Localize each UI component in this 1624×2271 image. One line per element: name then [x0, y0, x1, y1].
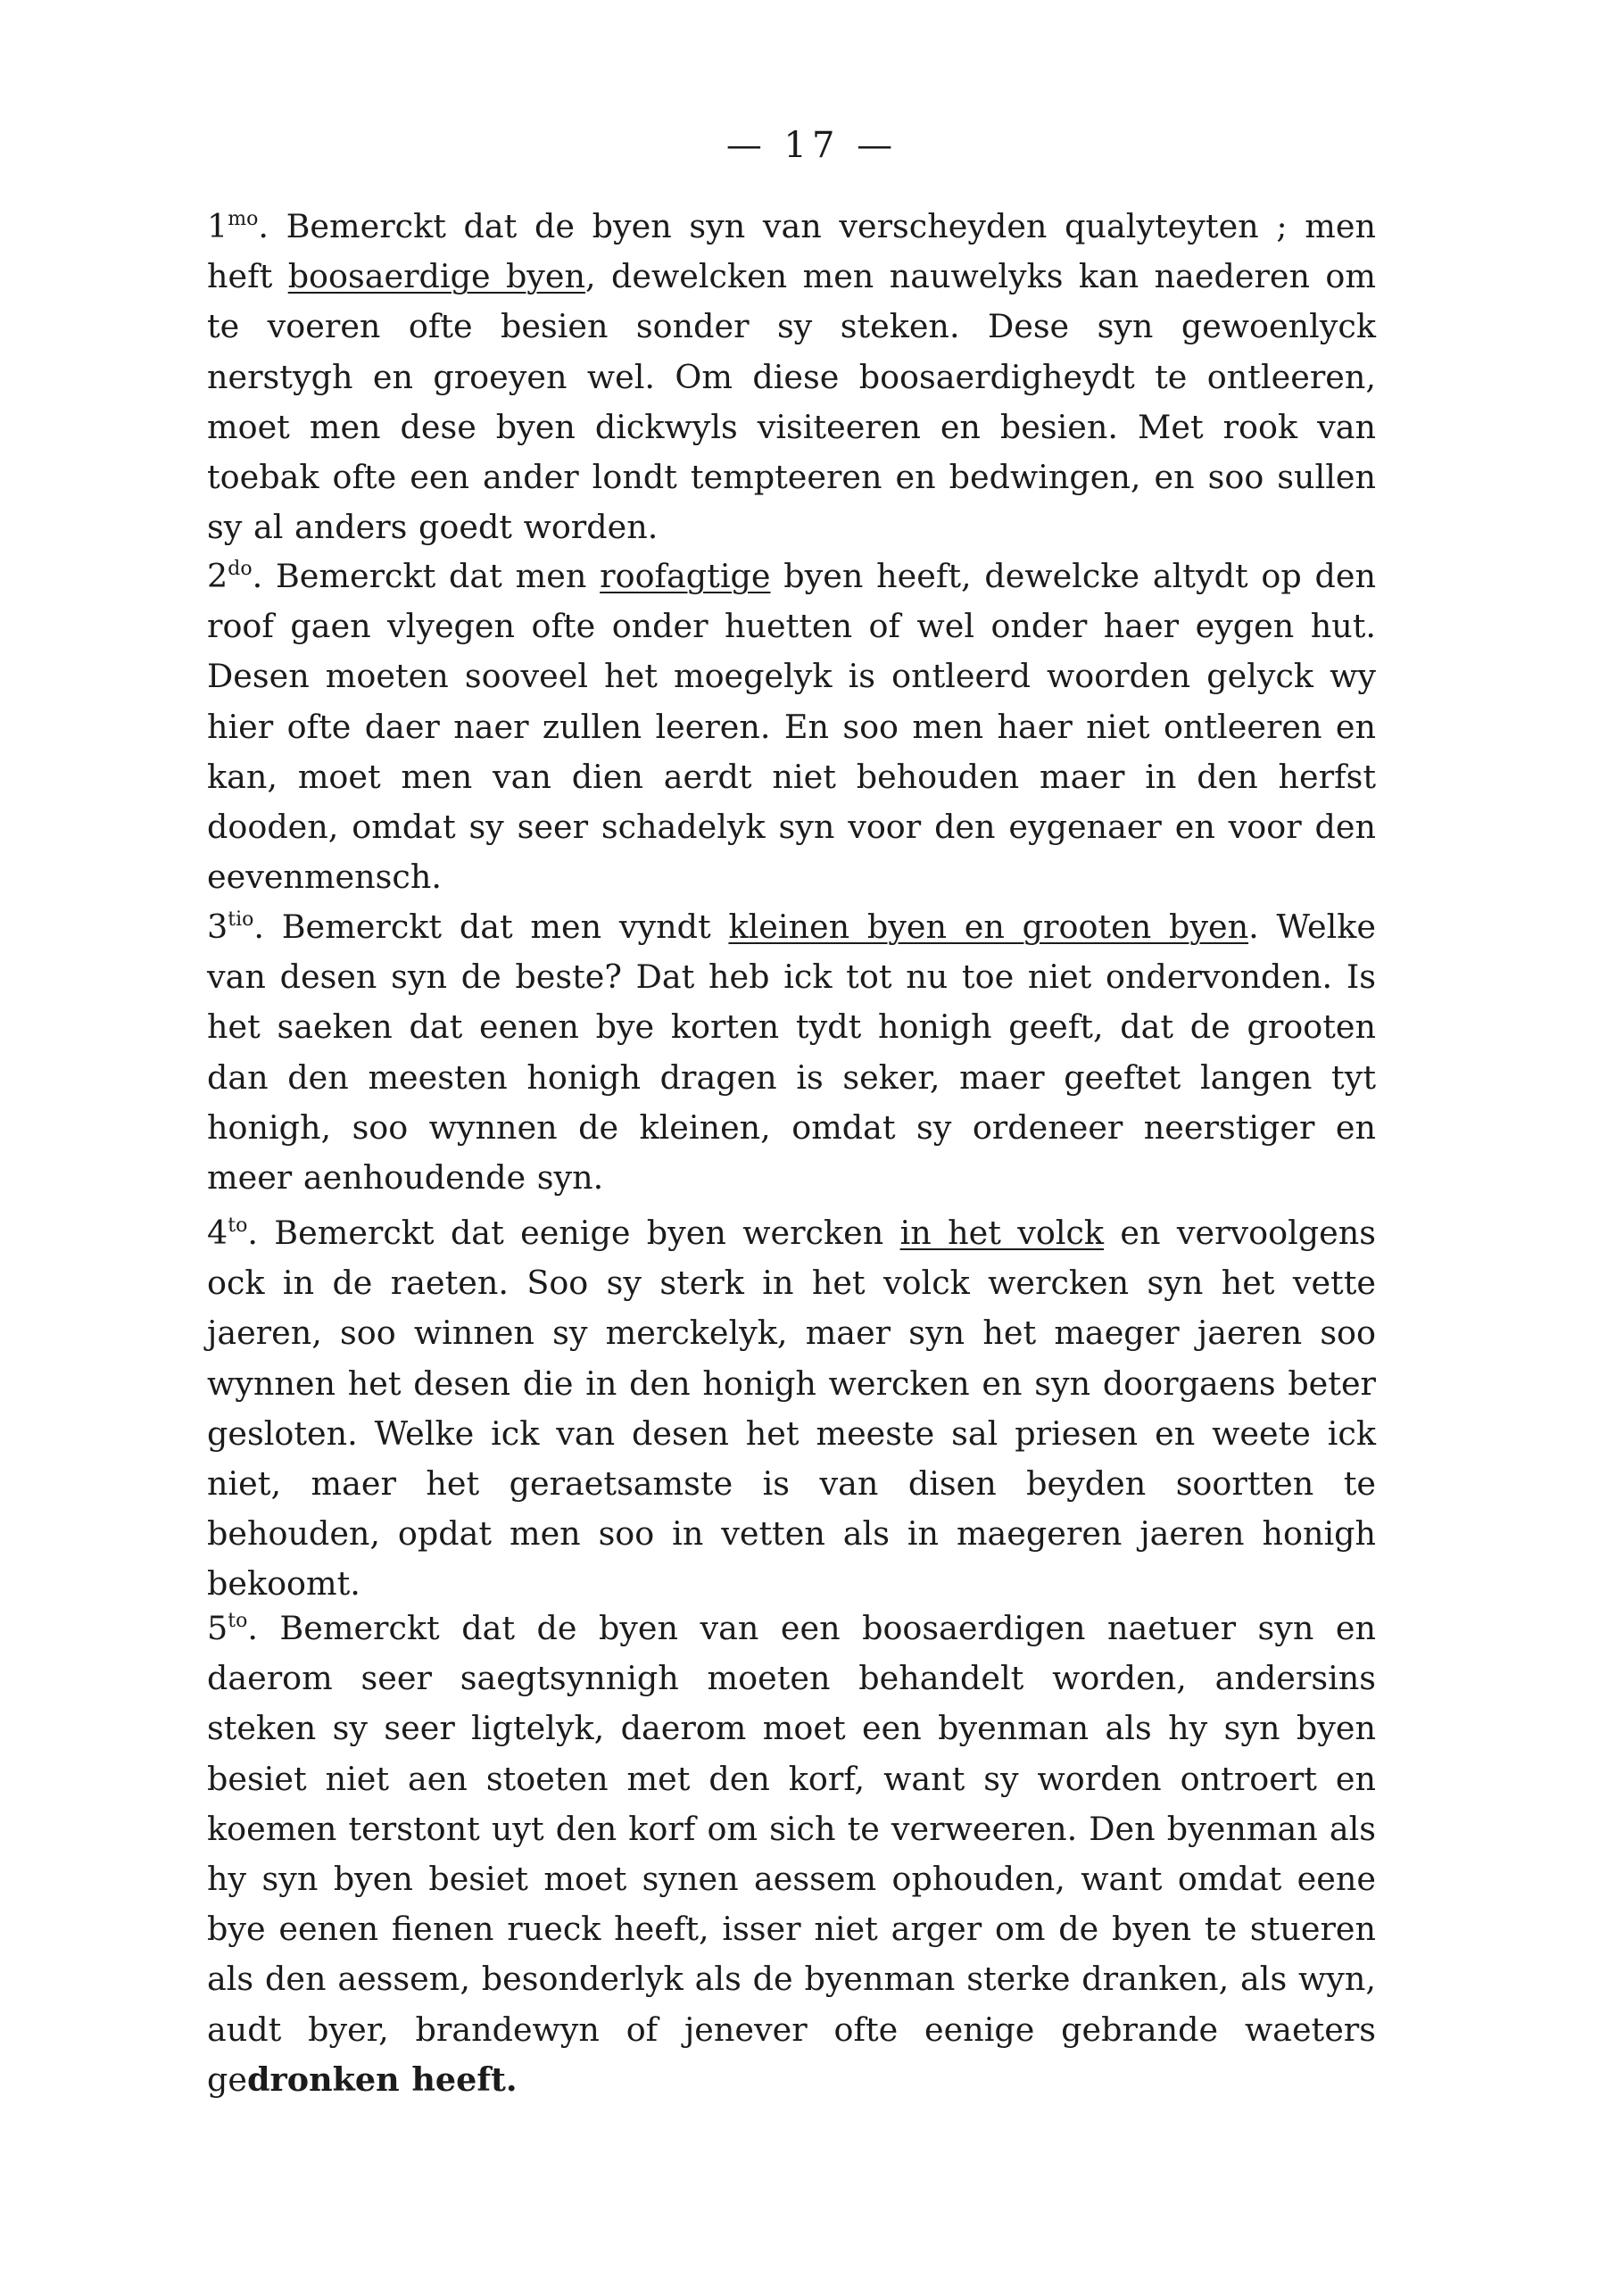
paragraph-4-text-b: en vervoolgens ock in de raeten. Soo sy sterk in het volck wercken syn het vette jaeren, soo winnen sy merckelyk, maer syn het maeger jaeren soo wynnen het desen die in den honigh wercken en syn doorgaens beter gesloten. Welke ick van desen het meeste sal priesen en weete ick niet, maer het geraetsamste is van disen beyden soortten te behouden, opdat men soo in vetten als in maegeren jaeren honigh bekoomt.	[207, 1214, 1376, 1604]
paragraph-3	[207, 902, 1376, 1203]
paragraph-3-emphasis: kleinen byen en grooten byen	[728, 908, 1249, 946]
paragraph-5-text-a: . Bemerckt dat de byen van een boosaerdigen naetuer syn en daerom seer saegtsynnigh moeten behandelt worden, andersins steken sy seer ligtelyk, daerom moet een byenman als hy syn byen besiet niet aen stoeten met den korf, want sy worden ontroert en koemen terstont uyt den korf om sich te verweeren. Den byenman als hy syn byen besiet moet synen aessem ophouden, want omdat eene bye eenen fienen rueck heeft, isser niet arger om de byen te stueren als den aessem, besonderlyk als de byenman sterke dranken, als wyn, audt byer, brandewyn of jenever ofte eenige gebrande waeters ge	[207, 1609, 1376, 2099]
paragraph-2	[207, 551, 1376, 902]
paragraph-3-text-b: . Welke van desen syn de beste? Dat heb ick tot nu toe niet ondervonden. Is het saeken dat eenen bye korten tydt honigh geeft, dat de grooten dan den meesten honigh dragen is seker, maer geeftet langen tyt honigh, soo wynnen de kleinen, omdat sy ordeneer neerstiger en meer aenhoudende syn.	[207, 908, 1376, 1198]
paragraph-1	[207, 202, 1376, 552]
paragraph-2-text-a: . Bemerckt dat men	[252, 557, 601, 595]
paragraph-1-emphasis: boosaerdige byen	[287, 257, 586, 296]
paragraph-4-emphasis: in het volck	[899, 1214, 1105, 1252]
paragraph-4-ordinal: $4^{to}$	[207, 1214, 248, 1252]
paragraph-3-ordinal: $3^{tio}$	[207, 908, 254, 946]
paragraph-5	[207, 1604, 1376, 2105]
paragraph-4-text-a: . Bemerckt dat eenige byen wercken	[247, 1214, 900, 1252]
paragraph-4	[207, 1208, 1376, 1610]
paragraph-3-text-a: . Bemerckt dat men vyndt	[253, 908, 729, 946]
paragraph-5-ordinal: $5^{to}$	[207, 1609, 248, 1647]
paragraph-2-ordinal: $2^{do}$	[207, 557, 253, 595]
paragraph-5-emphasis: dronken heeft.	[246, 2060, 518, 2099]
paragraph-1-text-a: . Bemerckt dat de byen syn van verscheyden qualyteyten ; men heft	[207, 207, 1376, 296]
paragraph-1-ordinal: $1^{mo}$	[207, 207, 259, 245]
paragraph-2-emphasis: roofagtige	[600, 557, 771, 595]
paragraph-2-text-b: byen heeft, dewelcke altydt op den roof gaen vlyegen ofte onder huetten of wel onder haer eygen hut. Desen moeten sooveel het moegelyk is ontleerd woorden gelyck wy hier ofte daer naer zullen leeren. En soo men haer niet ontleeren en kan, moet men van dien aerdt niet behouden maer in den herfst dooden, omdat sy seer schadelyk syn voor den eygenaer en voor den eevenmensch.	[207, 557, 1376, 897]
page-number: — 17 —	[725, 125, 899, 166]
paragraph-1-text-b: , dewelcken men nauwelyks kan naederen om te voeren ofte besien sonder sy steken. Dese syn gewoenlyck nerstygh en groeyen wel. Om diese boosaerdigheydt te ontleeren, moet men dese byen dickwyls visiteeren en besien. Met rook van toebak ofte een ander londt tempteeren en bedwingen, en soo sullen sy al anders goedt worden.	[207, 257, 1377, 547]
